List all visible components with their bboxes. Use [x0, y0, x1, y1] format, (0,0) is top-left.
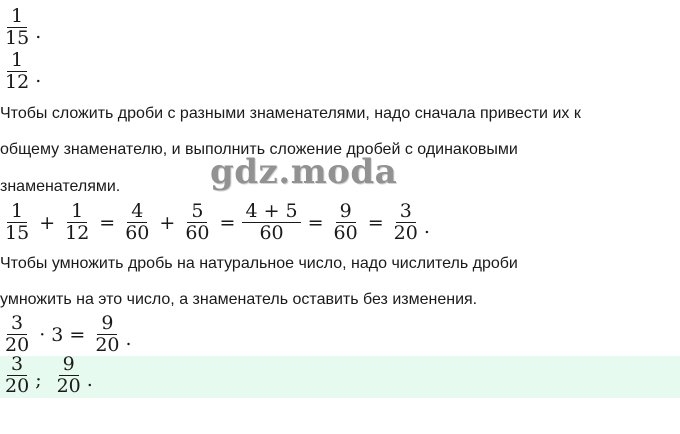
period: . [423, 216, 430, 238]
fraction [2, 313, 32, 356]
fraction [391, 201, 421, 244]
numerator: 1 [7, 201, 27, 223]
fraction [62, 201, 92, 244]
denominator: 20 [5, 375, 30, 397]
numerator: 3 [7, 313, 27, 335]
fraction [2, 6, 32, 49]
equals-operator: = [219, 211, 236, 234]
numerator: 1 [7, 6, 27, 28]
numerator: 1 [67, 201, 87, 223]
numerator: 9 [59, 354, 79, 376]
numerator: 9 [336, 201, 356, 223]
fraction [54, 354, 84, 397]
denominator: 20 [56, 375, 81, 397]
fraction [182, 201, 212, 244]
denominator: 60 [259, 222, 284, 244]
numerator: 3 [7, 354, 27, 376]
numerator: 9 [97, 313, 117, 335]
period: . [86, 369, 93, 391]
explanation-text-row: знаменателями. [0, 178, 121, 195]
denominator: 15 [5, 222, 30, 244]
fraction [331, 201, 361, 244]
denominator: 20 [393, 222, 418, 244]
semicolon: ; [35, 369, 42, 391]
numerator: 1 [7, 50, 27, 72]
answer-highlight [0, 356, 680, 398]
explanation-text-row: Чтобы умножить дробь на натуральное число, надо числитель дроби [0, 255, 518, 272]
equals-operator: = [307, 211, 324, 234]
explanation-text-row: умножить на это число, а знаменатель оставить без изменения. [0, 291, 478, 308]
numerator: 4 [127, 201, 147, 223]
fraction [122, 201, 152, 244]
period: . [125, 328, 132, 350]
denominator: 60 [333, 222, 358, 244]
denominator: 20 [95, 334, 120, 356]
answer-expression [0, 354, 93, 397]
numerator: 4 + 5 [242, 201, 300, 223]
equals-operator: = [99, 211, 116, 234]
equals-operator: = [367, 211, 384, 234]
multiplication-expression [0, 313, 132, 356]
denominator: 60 [185, 222, 210, 244]
fraction-line-1 [0, 6, 41, 49]
explanation-text-row: Чтобы сложить дроби с разными знаменателями, надо сначала привести их к [0, 105, 581, 122]
numerator: 5 [187, 201, 207, 223]
denominator: 12 [65, 222, 90, 244]
denominator: 12 [5, 71, 30, 93]
period: . [35, 21, 42, 43]
denominator: 15 [5, 27, 30, 49]
denominator: 60 [125, 222, 150, 244]
fraction [2, 354, 32, 397]
period: . [35, 65, 42, 87]
plus-operator: + [39, 211, 56, 234]
fraction [2, 50, 32, 93]
multiply-equals-operator: · 3 = [39, 323, 86, 346]
fraction [2, 201, 32, 244]
fraction-line-2 [0, 50, 41, 93]
numerator: 3 [396, 201, 416, 223]
fraction [242, 201, 300, 244]
sum-expression [0, 201, 430, 244]
explanation-text-row: общему знаменателю, и выполнить сложение дробей с одинаковыми [0, 141, 518, 158]
watermark-logo: gdz.moda [210, 152, 398, 192]
fraction [92, 313, 122, 356]
plus-operator: + [159, 211, 176, 234]
denominator: 20 [5, 334, 30, 356]
